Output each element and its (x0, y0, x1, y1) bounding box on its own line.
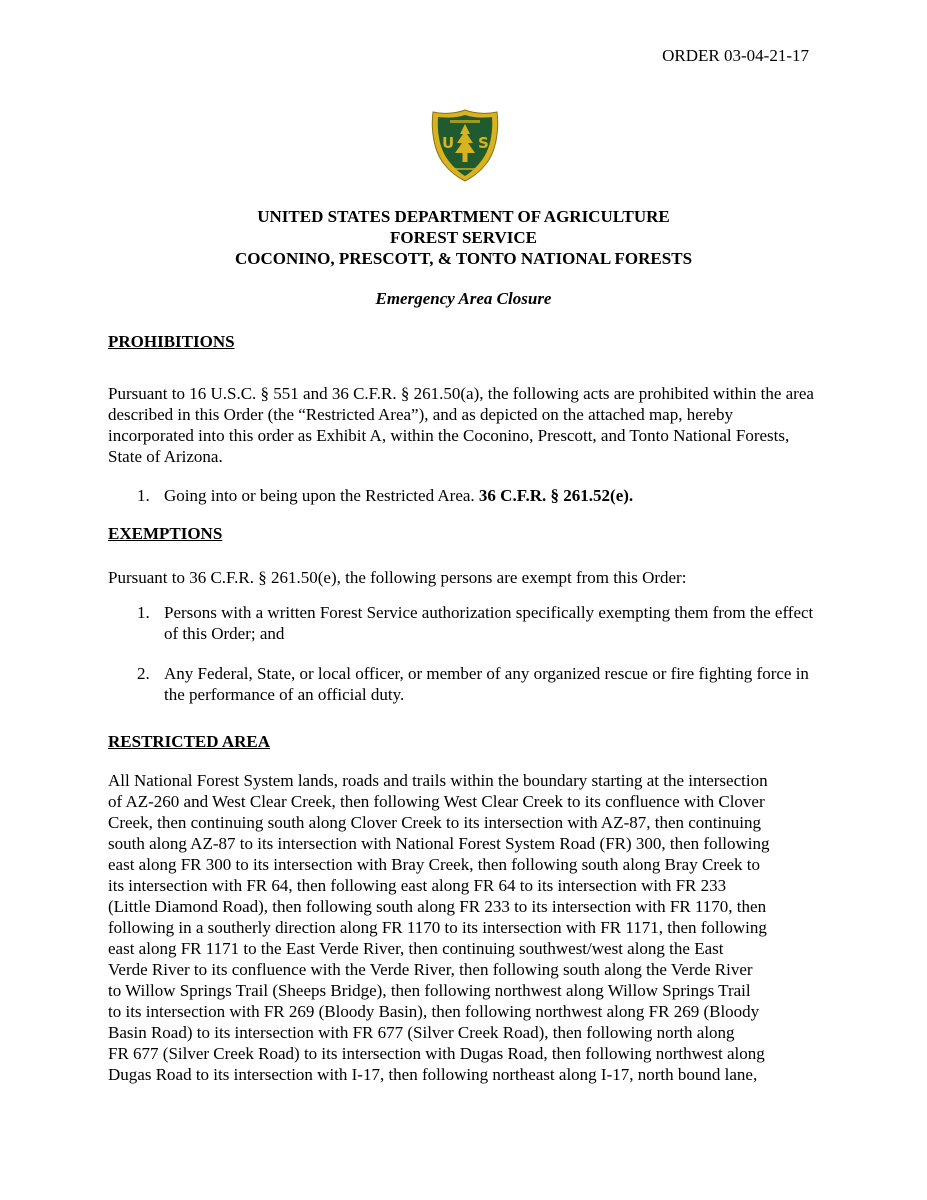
list-number: 1. (137, 486, 150, 505)
closure-title: Emergency Area Closure (375, 289, 552, 308)
prohibition-citation: 36 C.F.R. § 261.52(e). (478, 486, 634, 505)
text-line: to its intersection with FR 269 (Bloody Basin), then following northwest along FR 269 (Bloody (108, 1002, 760, 1021)
text-line: east along FR 300 to its intersection with Bray Creek, then following south along Bray Creek to (108, 855, 761, 874)
text-line: to Willow Springs Trail (Sheeps Bridge), then following northwest along Willow Springs Trail (108, 981, 751, 1000)
text-line: Basin Road) to its intersection with FR 677 (Silver Creek Road), then following north along (108, 1023, 735, 1042)
forest-service-shield-icon (430, 108, 500, 183)
text-line: (Little Diamond Road), then following south along FR 233 to its intersection with FR 1170, then (108, 897, 767, 916)
list-text: Any Federal, State, or local officer, or member of any organized rescue or fire fighting force in the performance of an official duty. (164, 664, 809, 704)
list-number: 1. (137, 603, 150, 622)
prohibitions-heading: PROHIBITIONS (108, 332, 235, 351)
prohibitions-intro: Pursuant to 16 U.S.C. § 551 and 36 C.F.R. § 261.50(a), the following acts are prohibited within the area described in this Order (the “Restricted Area”), and as depicted on the attached map, hereby incorporated into this order as Exhibit A, within the Coconino, Prescott, and Tonto National Forests, State of Arizona. (108, 384, 814, 466)
text-line: Creek, then continuing south along Clover Creek to its intersection with AZ-87, then continuing (108, 813, 761, 832)
text-line: All National Forest System lands, roads and trails within the boundary starting at the intersection (108, 771, 768, 790)
agency-heading (0, 206, 927, 269)
exemption-item (137, 602, 827, 644)
agency-line-service: FOREST SERVICE (390, 228, 537, 247)
order-number: ORDER 03-04-21-17 (662, 46, 809, 65)
text-line: following in a southerly direction along FR 1170 to its intersection with FR 1171, then following (108, 918, 767, 937)
exemptions-heading: EXEMPTIONS (108, 524, 223, 543)
restricted-area-description (108, 770, 828, 1085)
logo-center-text-s: S (478, 134, 489, 152)
text-line: Dugas Road to its intersection with I-17, then following northeast along I-17, north bound lane, (108, 1065, 758, 1084)
list-text (164, 485, 827, 506)
list-number: 2. (137, 664, 150, 683)
list-text: Persons with a written Forest Service authorization specifically exempting them from the effect of this Order; and (164, 603, 814, 643)
text-line: south along AZ-87 to its intersection with National Forest System Road (FR) 300, then following (108, 834, 770, 853)
logo-center-text-u: U (442, 134, 455, 152)
text-line: FR 677 (Silver Creek Road) to its intersection with Dugas Road, then following northwest along (108, 1044, 765, 1063)
agency-line-department: UNITED STATES DEPARTMENT OF AGRICULTURE (257, 207, 670, 226)
prohibition-item (137, 485, 827, 506)
text-line: Verde River to its confluence with the Verde River, then following south along the Verde River (108, 960, 753, 979)
prohibition-text: Going into or being upon the Restricted Area. (164, 486, 479, 505)
restricted-area-heading: RESTRICTED AREA (108, 732, 271, 751)
text-line: east along FR 1171 to the East Verde River, then continuing southwest/west along the East (108, 939, 724, 958)
exemption-item (137, 663, 827, 705)
shield-graphic (430, 108, 500, 183)
exemptions-intro: Pursuant to 36 C.F.R. § 261.50(e), the following persons are exempt from this Order: (108, 568, 687, 587)
agency-line-forests: COCONINO, PRESCOTT, & TONTO NATIONAL FORESTS (234, 249, 693, 268)
text-line: of AZ-260 and West Clear Creek, then following West Clear Creek to its confluence with Clover (108, 792, 765, 811)
text-line: its intersection with FR 64, then following east along FR 64 to its intersection with FR 233 (108, 876, 727, 895)
